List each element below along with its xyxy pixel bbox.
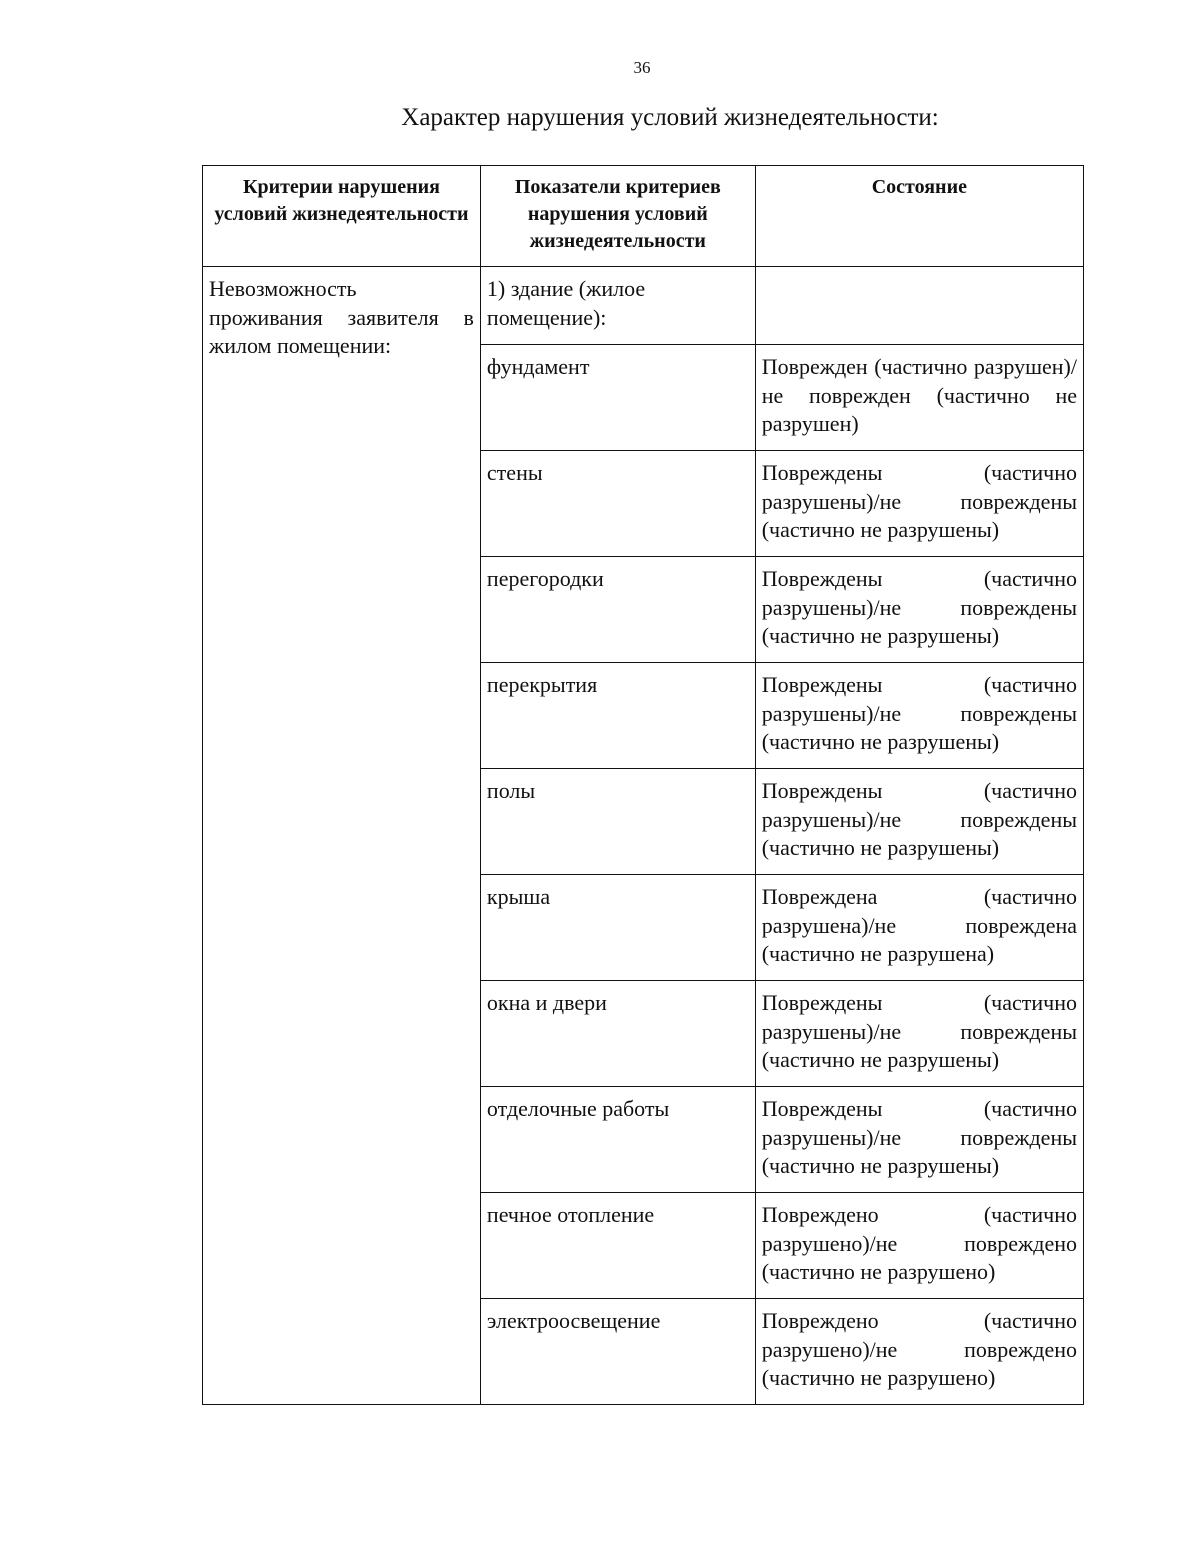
group-state-cell	[755, 267, 1083, 345]
state-cell: Повреждены (частично разрушены)/не повреждены (частично не разрушены)	[755, 663, 1083, 769]
state-cell: Повреждена (частично разрушена)/не повреждена (частично не разрушена)	[755, 875, 1083, 981]
state-cell: Повреждены (частично разрушены)/не повреждены (частично не разрушены)	[755, 981, 1083, 1087]
state-cell: Повреждены (частично разрушены)/не повреждены (частично не разрушены)	[755, 1087, 1083, 1193]
indicator-cell: крыша	[480, 875, 755, 981]
indicator-cell: электроосвещение	[480, 1299, 755, 1405]
header-indicators: Показатели критериев нарушения условий жизнедеятельности	[480, 166, 755, 267]
criteria-table	[202, 165, 1084, 1405]
state-cell: Повреждены (частично разрушены)/не повреждены (частично не разрушены)	[755, 557, 1083, 663]
state-cell: Повреждены (частично разрушены)/не повреждены (частично не разрушены)	[755, 769, 1083, 875]
indicator-cell: окна и двери	[480, 981, 755, 1087]
table-row-group	[203, 267, 1084, 345]
state-cell: Повреждены (частично разрушены)/не повреждены (частично не разрушены)	[755, 451, 1083, 557]
indicator-cell: перегородки	[480, 557, 755, 663]
state-cell: Повреждено (частично разрушено)/не повреждено (частично не разрушено)	[755, 1299, 1083, 1405]
indicator-cell: фундамент	[480, 345, 755, 451]
table-header-row	[203, 166, 1084, 267]
state-cell: Поврежден (частично разрушен)/не поврежден (частично не разрушен)	[755, 345, 1083, 451]
page-number: 36	[633, 58, 651, 77]
indicator-cell: полы	[480, 769, 755, 875]
header-criteria: Критерии нарушения условий жизнедеятельности	[203, 166, 481, 267]
document-title: Характер нарушения условий жизнедеятельности:	[401, 104, 939, 131]
state-cell: Повреждено (частично разрушено)/не повреждено (частично не разрушено)	[755, 1193, 1083, 1299]
indicator-cell: стены	[480, 451, 755, 557]
indicator-cell: отделочные работы	[480, 1087, 755, 1193]
indicator-cell: печное отопление	[480, 1193, 755, 1299]
header-state: Состояние	[755, 166, 1083, 267]
criterion-cell: Невозможность проживания заявителя в жилом помещении:	[203, 267, 481, 1405]
indicator-cell: перекрытия	[480, 663, 755, 769]
group-label-cell: 1) здание (жилое помещение):	[480, 267, 755, 345]
